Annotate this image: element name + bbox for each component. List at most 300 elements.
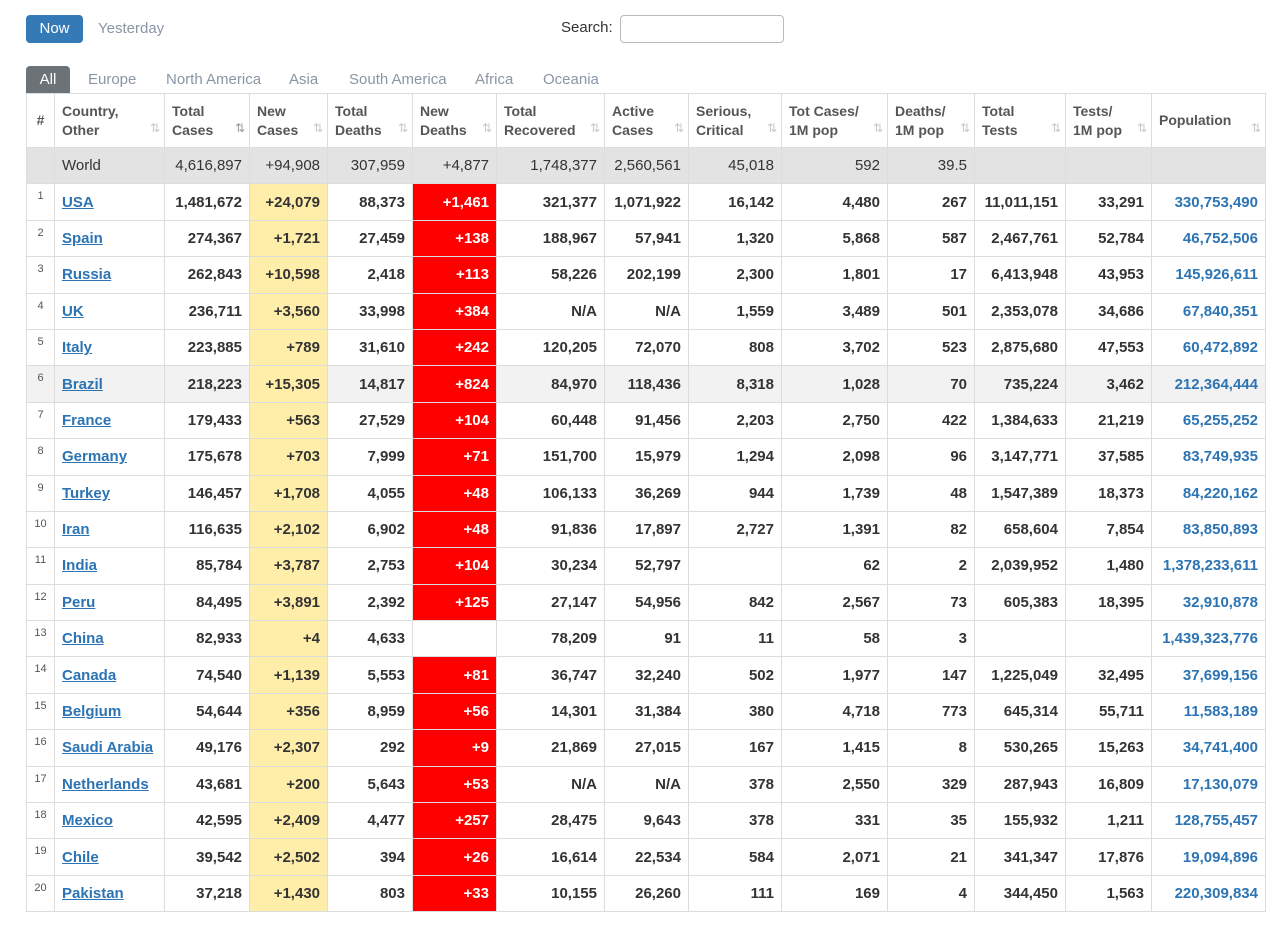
sort-icon[interactable]: ⇅ (1050, 121, 1059, 135)
column-header-total-tests[interactable] (975, 94, 1066, 148)
cell-deaths-per-1m: 267 (888, 184, 975, 220)
cell-total-deaths: 2,753 (328, 548, 413, 584)
cell-total-tests: 344,450 (975, 875, 1066, 911)
country-link[interactable]: Chile (62, 848, 99, 866)
table-row (27, 766, 1266, 802)
cell-total-tests: 1,225,049 (975, 657, 1066, 693)
cell-new-cases: +10,598 (250, 257, 328, 293)
cell-rank: 3 (27, 257, 55, 293)
cell-total-recovered: 321,377 (497, 184, 605, 220)
column-header-label: Tests/ (1073, 102, 1113, 119)
sort-icon[interactable]: ⇅ (766, 121, 775, 135)
cell-total-recovered: 1,748,377 (497, 148, 605, 184)
cell-serious-critical: 1,294 (689, 439, 782, 475)
cell-rank: 7 (27, 402, 55, 438)
table-row (27, 366, 1266, 402)
cell-total-tests (975, 621, 1066, 657)
cell-total-recovered: 60,448 (497, 402, 605, 438)
cell-new-deaths: +26 (413, 839, 497, 875)
cell-rank: 10 (27, 511, 55, 547)
sort-icon[interactable]: ⇅ (1136, 121, 1145, 135)
cell-new-cases: +356 (250, 693, 328, 729)
cell-active-cases: 31,384 (605, 693, 689, 729)
column-header-label: Deaths (335, 121, 382, 138)
cell-population: 1,439,323,776 (1152, 621, 1266, 657)
cell-tests-per-1m: 16,809 (1066, 766, 1152, 802)
cell-active-cases: 17,897 (605, 511, 689, 547)
country-link[interactable]: Iran (62, 521, 90, 539)
sort-icon[interactable]: ⇅ (872, 121, 881, 135)
cell-total-deaths: 14,817 (328, 366, 413, 402)
cell-new-cases: +24,079 (250, 184, 328, 220)
cell-total-tests: 287,943 (975, 766, 1066, 802)
cell-deaths-per-1m: 96 (888, 439, 975, 475)
cell-serious-critical: 808 (689, 329, 782, 365)
cell-population: 34,741,400 (1152, 730, 1266, 766)
cell-population: 83,749,935 (1152, 439, 1266, 475)
cell-country (55, 439, 165, 475)
tab-africa[interactable]: Africa (475, 71, 514, 88)
cell-new-deaths: +824 (413, 366, 497, 402)
column-header-label: Total (172, 102, 205, 119)
cell-new-cases: +1,430 (250, 875, 328, 911)
cell-total-tests: 2,353,078 (975, 293, 1066, 329)
cell-tests-per-1m: 21,219 (1066, 402, 1152, 438)
cell-total-recovered: 27,147 (497, 584, 605, 620)
cell-rank: 17 (27, 766, 55, 802)
cell-total-recovered: 106,133 (497, 475, 605, 511)
cell-deaths-per-1m: 73 (888, 584, 975, 620)
cell-total-deaths: 8,959 (328, 693, 413, 729)
column-header-rank[interactable] (27, 94, 55, 148)
cell-population: 65,255,252 (1152, 402, 1266, 438)
cell-tests-per-1m: 1,211 (1066, 803, 1152, 839)
cell-tests-per-1m: 17,876 (1066, 839, 1152, 875)
cell-new-cases: +703 (250, 439, 328, 475)
cell-tot-cases-per-1m: 3,489 (782, 293, 888, 329)
cell-rank: 4 (27, 293, 55, 329)
region-tabs (26, 66, 726, 93)
cell-total-cases: 42,595 (165, 803, 250, 839)
cell-total-deaths: 292 (328, 730, 413, 766)
cell-total-recovered: 151,700 (497, 439, 605, 475)
tab-asia[interactable]: Asia (289, 71, 319, 88)
column-header-label: 1M pop (789, 121, 838, 138)
country-link[interactable]: Canada (62, 666, 117, 684)
cell-total-deaths: 31,610 (328, 329, 413, 365)
sort-icon[interactable]: ⇅ (673, 121, 682, 135)
cell-total-recovered: N/A (497, 766, 605, 802)
country-link[interactable]: Italy (62, 339, 93, 357)
cell-active-cases: 22,534 (605, 839, 689, 875)
cell-total-deaths: 5,643 (328, 766, 413, 802)
cell-rank: 20 (27, 875, 55, 911)
cell-total-tests: 735,224 (975, 366, 1066, 402)
cell-country (55, 657, 165, 693)
cell-country (55, 730, 165, 766)
cell-total-recovered: 16,614 (497, 839, 605, 875)
cell-tot-cases-per-1m: 1,028 (782, 366, 888, 402)
column-header-population[interactable] (1152, 94, 1266, 148)
cell-deaths-per-1m: 422 (888, 402, 975, 438)
cell-rank: 8 (27, 439, 55, 475)
table-row (27, 329, 1266, 365)
cell-total-tests: 1,384,633 (975, 402, 1066, 438)
column-header-tot-cases-per-1m[interactable] (782, 94, 888, 148)
cell-country (55, 766, 165, 802)
cell-serious-critical: 1,320 (689, 220, 782, 256)
cell-total-recovered: 28,475 (497, 803, 605, 839)
cell-total-cases: 54,644 (165, 693, 250, 729)
cell-tot-cases-per-1m: 1,801 (782, 257, 888, 293)
column-header-label: Recovered (504, 121, 576, 138)
yesterday-button[interactable]: Yesterday (98, 20, 165, 37)
cell-tot-cases-per-1m: 169 (782, 875, 888, 911)
cell-country (55, 402, 165, 438)
cell-serious-critical: 842 (689, 584, 782, 620)
country-link[interactable]: France (62, 411, 112, 429)
cell-tests-per-1m: 43,953 (1066, 257, 1152, 293)
cell-population: 84,220,162 (1152, 475, 1266, 511)
country-link[interactable]: USA (62, 193, 94, 211)
cell-new-cases: +789 (250, 329, 328, 365)
cell-country (55, 220, 165, 256)
table-row (27, 511, 1266, 547)
cell-new-deaths: +1,461 (413, 184, 497, 220)
cell-tot-cases-per-1m: 1,977 (782, 657, 888, 693)
column-header-deaths-per-1m[interactable] (888, 94, 975, 148)
cell-total-tests: 2,467,761 (975, 220, 1066, 256)
cell-total-deaths: 27,529 (328, 402, 413, 438)
cell-population: 145,926,611 (1152, 257, 1266, 293)
cell-serious-critical: 167 (689, 730, 782, 766)
cell-deaths-per-1m: 70 (888, 366, 975, 402)
cell-tot-cases-per-1m: 58 (782, 621, 888, 657)
cell-new-cases: +94,908 (250, 148, 328, 184)
cell-active-cases: N/A (605, 766, 689, 802)
cell-tests-per-1m (1066, 148, 1152, 184)
cell-deaths-per-1m: 3 (888, 621, 975, 657)
cell-population: 1,378,233,611 (1152, 548, 1266, 584)
cell-total-deaths: 5,553 (328, 657, 413, 693)
cell-rank: 14 (27, 657, 55, 693)
cell-total-recovered: 58,226 (497, 257, 605, 293)
cell-active-cases: 1,071,922 (605, 184, 689, 220)
cell-tests-per-1m: 18,373 (1066, 475, 1152, 511)
cell-serious-critical: 584 (689, 839, 782, 875)
sort-icon[interactable]: ⇅ (234, 121, 243, 135)
column-header-tests-per-1m[interactable] (1066, 94, 1152, 148)
cell-total-cases: 223,885 (165, 329, 250, 365)
tab-all[interactable]: All (26, 66, 70, 93)
cell-new-deaths: +56 (413, 693, 497, 729)
cell-new-deaths: +71 (413, 439, 497, 475)
cell-country (55, 693, 165, 729)
cell-tot-cases-per-1m: 331 (782, 803, 888, 839)
cell-total-cases: 37,218 (165, 875, 250, 911)
sort-icon[interactable]: ⇅ (397, 121, 406, 135)
cell-total-tests (975, 148, 1066, 184)
cell-country (55, 366, 165, 402)
cell-total-deaths: 27,459 (328, 220, 413, 256)
cell-rank (27, 148, 55, 184)
cell-tot-cases-per-1m: 2,567 (782, 584, 888, 620)
cell-tot-cases-per-1m: 62 (782, 548, 888, 584)
cell-tests-per-1m: 52,784 (1066, 220, 1152, 256)
cell-total-cases: 84,495 (165, 584, 250, 620)
column-header-label: Total (504, 102, 537, 119)
column-header-label: Deaths/ (895, 102, 946, 119)
cell-total-tests: 341,347 (975, 839, 1066, 875)
cell-serious-critical: 8,318 (689, 366, 782, 402)
column-header-label: New (257, 102, 286, 119)
cell-deaths-per-1m: 523 (888, 329, 975, 365)
cell-active-cases: 118,436 (605, 366, 689, 402)
cell-new-deaths: +33 (413, 875, 497, 911)
cell-total-tests: 6,413,948 (975, 257, 1066, 293)
cell-rank: 9 (27, 475, 55, 511)
cell-rank: 5 (27, 329, 55, 365)
country-link[interactable]: Pakistan (62, 885, 124, 902)
cell-total-cases: 43,681 (165, 766, 250, 802)
cell-serious-critical: 111 (689, 875, 782, 911)
cell-deaths-per-1m: 35 (888, 803, 975, 839)
cell-total-recovered: 30,234 (497, 548, 605, 584)
cell-active-cases: N/A (605, 293, 689, 329)
cell-new-deaths: +9 (413, 730, 497, 766)
cell-new-deaths (413, 621, 497, 657)
column-header-label: New (420, 102, 449, 119)
column-header-label: Serious, (696, 102, 752, 119)
cell-tests-per-1m: 7,854 (1066, 511, 1152, 547)
cell-tot-cases-per-1m: 1,391 (782, 511, 888, 547)
column-header-country[interactable] (55, 94, 165, 148)
table-row (27, 293, 1266, 329)
cell-serious-critical: 16,142 (689, 184, 782, 220)
cell-tests-per-1m: 33,291 (1066, 184, 1152, 220)
cell-total-cases: 1,481,672 (165, 184, 250, 220)
cell-tests-per-1m: 15,263 (1066, 730, 1152, 766)
country-link[interactable]: Russia (62, 266, 112, 284)
cell-total-recovered: 84,970 (497, 366, 605, 402)
cell-new-cases: +1,139 (250, 657, 328, 693)
cell-population: 330,753,490 (1152, 184, 1266, 220)
table-row (27, 257, 1266, 293)
country-link[interactable]: Germany (62, 448, 128, 466)
country-link[interactable]: Netherlands (62, 775, 149, 793)
cell-new-deaths: +125 (413, 584, 497, 620)
country-link[interactable]: China (62, 630, 104, 648)
column-header-total-cases[interactable] (165, 94, 250, 148)
covid-stats-table (26, 93, 1266, 912)
sort-icon[interactable]: ⇅ (1250, 121, 1259, 135)
cell-new-cases: +3,787 (250, 548, 328, 584)
cell-active-cases: 52,797 (605, 548, 689, 584)
now-button[interactable]: Now (26, 15, 83, 43)
table-row (27, 657, 1266, 693)
cell-population: 19,094,896 (1152, 839, 1266, 875)
cell-deaths-per-1m: 82 (888, 511, 975, 547)
tab-oceania[interactable]: Oceania (543, 71, 599, 88)
cell-total-recovered: 188,967 (497, 220, 605, 256)
cell-country (55, 511, 165, 547)
cell-total-cases: 236,711 (165, 293, 250, 329)
cell-country (55, 584, 165, 620)
cell-active-cases: 202,199 (605, 257, 689, 293)
cell-total-deaths: 6,902 (328, 511, 413, 547)
sort-icon[interactable]: ⇅ (312, 121, 321, 135)
cell-total-cases: 49,176 (165, 730, 250, 766)
sort-icon[interactable]: ⇅ (481, 121, 490, 135)
cell-serious-critical: 2,727 (689, 511, 782, 547)
cell-total-cases: 4,616,897 (165, 148, 250, 184)
sort-icon[interactable]: ⇅ (149, 121, 158, 135)
cell-new-cases: +1,721 (250, 220, 328, 256)
cell-new-cases: +3,891 (250, 584, 328, 620)
cell-tot-cases-per-1m: 2,098 (782, 439, 888, 475)
cell-rank: 13 (27, 621, 55, 657)
cell-total-cases: 82,933 (165, 621, 250, 657)
cell-new-deaths: +384 (413, 293, 497, 329)
cell-country (55, 548, 165, 584)
cell-total-deaths: 4,055 (328, 475, 413, 511)
cell-deaths-per-1m: 773 (888, 693, 975, 729)
table-row (27, 402, 1266, 438)
cell-total-recovered: 78,209 (497, 621, 605, 657)
cell-total-tests: 3,147,771 (975, 439, 1066, 475)
cell-total-cases: 175,678 (165, 439, 250, 475)
country-link[interactable]: Peru (62, 593, 96, 611)
cell-active-cases: 15,979 (605, 439, 689, 475)
cell-total-recovered: 36,747 (497, 657, 605, 693)
cell-tests-per-1m (1066, 621, 1152, 657)
table-row (27, 184, 1266, 220)
country-link[interactable]: Turkey (62, 484, 111, 502)
country-link[interactable]: Belgium (62, 703, 122, 721)
cell-total-deaths: 33,998 (328, 293, 413, 329)
search-label: Search: (561, 19, 613, 36)
cell-tot-cases-per-1m: 2,550 (782, 766, 888, 802)
table-header (27, 94, 1266, 148)
tab-north-america[interactable]: North America (166, 71, 262, 88)
cell-active-cases: 2,560,561 (605, 148, 689, 184)
cell-active-cases: 91,456 (605, 402, 689, 438)
cell-country (55, 621, 165, 657)
cell-active-cases: 54,956 (605, 584, 689, 620)
cell-total-recovered: N/A (497, 293, 605, 329)
column-header-active-cases[interactable] (605, 94, 689, 148)
cell-new-cases: +563 (250, 402, 328, 438)
country-link[interactable]: Mexico (62, 812, 113, 830)
cell-country (55, 293, 165, 329)
toolbar (26, 14, 1266, 44)
cell-tests-per-1m: 47,553 (1066, 329, 1152, 365)
cell-deaths-per-1m: 501 (888, 293, 975, 329)
cell-serious-critical: 502 (689, 657, 782, 693)
cell-country: World (55, 148, 165, 184)
cell-tests-per-1m: 55,711 (1066, 693, 1152, 729)
cell-total-cases: 39,542 (165, 839, 250, 875)
country-link[interactable]: Brazil (62, 375, 103, 393)
country-link[interactable]: Saudi Arabia (62, 739, 154, 757)
cell-total-tests: 658,604 (975, 511, 1066, 547)
table-row (27, 584, 1266, 620)
cell-total-cases: 116,635 (165, 511, 250, 547)
cell-deaths-per-1m: 17 (888, 257, 975, 293)
cell-total-recovered: 91,836 (497, 511, 605, 547)
sort-icon[interactable]: ⇅ (959, 121, 968, 135)
cell-serious-critical: 2,300 (689, 257, 782, 293)
cell-deaths-per-1m: 39.5 (888, 148, 975, 184)
table-row (27, 803, 1266, 839)
cell-population: 11,583,189 (1152, 693, 1266, 729)
table-row (27, 693, 1266, 729)
cell-deaths-per-1m: 329 (888, 766, 975, 802)
cell-new-cases: +2,307 (250, 730, 328, 766)
search-input[interactable] (620, 15, 784, 43)
cell-tot-cases-per-1m: 1,415 (782, 730, 888, 766)
cell-total-deaths: 4,477 (328, 803, 413, 839)
country-link[interactable]: India (62, 557, 98, 575)
tab-south-america[interactable]: South America (349, 71, 447, 88)
cell-new-cases: +200 (250, 766, 328, 802)
column-header-total-deaths[interactable] (328, 94, 413, 148)
cell-population: 17,130,079 (1152, 766, 1266, 802)
cell-country (55, 475, 165, 511)
cell-total-tests: 2,875,680 (975, 329, 1066, 365)
cell-total-deaths: 394 (328, 839, 413, 875)
cell-country (55, 184, 165, 220)
cell-total-deaths: 88,373 (328, 184, 413, 220)
cell-rank: 1 (27, 184, 55, 220)
column-header-new-cases[interactable] (250, 94, 328, 148)
country-link[interactable]: UK (62, 302, 84, 320)
cell-rank: 11 (27, 548, 55, 584)
column-header-label: 1M pop (895, 121, 944, 138)
column-header-label: Tot Cases/ (789, 102, 859, 119)
tab-europe[interactable]: Europe (88, 71, 137, 88)
column-header-label: Total (982, 102, 1015, 119)
column-header-serious-critical[interactable] (689, 94, 782, 148)
cell-serious-critical: 378 (689, 803, 782, 839)
cell-tests-per-1m: 32,495 (1066, 657, 1152, 693)
cell-total-recovered: 10,155 (497, 875, 605, 911)
cell-serious-critical: 380 (689, 693, 782, 729)
cell-new-deaths: +113 (413, 257, 497, 293)
cell-active-cases: 91 (605, 621, 689, 657)
sort-icon[interactable]: ⇅ (589, 121, 598, 135)
column-header-label: Tests (982, 121, 1018, 138)
cell-tests-per-1m: 3,462 (1066, 366, 1152, 402)
cell-total-tests: 155,932 (975, 803, 1066, 839)
cell-tests-per-1m: 1,480 (1066, 548, 1152, 584)
cell-population: 60,472,892 (1152, 329, 1266, 365)
cell-population: 128,755,457 (1152, 803, 1266, 839)
column-header-label: Critical (696, 121, 744, 138)
cell-total-cases: 85,784 (165, 548, 250, 584)
table-row (27, 439, 1266, 475)
cell-serious-critical: 378 (689, 766, 782, 802)
column-header-new-deaths[interactable] (413, 94, 497, 148)
cell-deaths-per-1m: 4 (888, 875, 975, 911)
country-link[interactable]: Spain (62, 229, 103, 247)
cell-population: 212,364,444 (1152, 366, 1266, 402)
cell-country (55, 839, 165, 875)
column-header-total-recovered[interactable] (497, 94, 605, 148)
cell-tests-per-1m: 37,585 (1066, 439, 1152, 475)
cell-active-cases: 26,260 (605, 875, 689, 911)
cell-total-recovered: 120,205 (497, 329, 605, 365)
